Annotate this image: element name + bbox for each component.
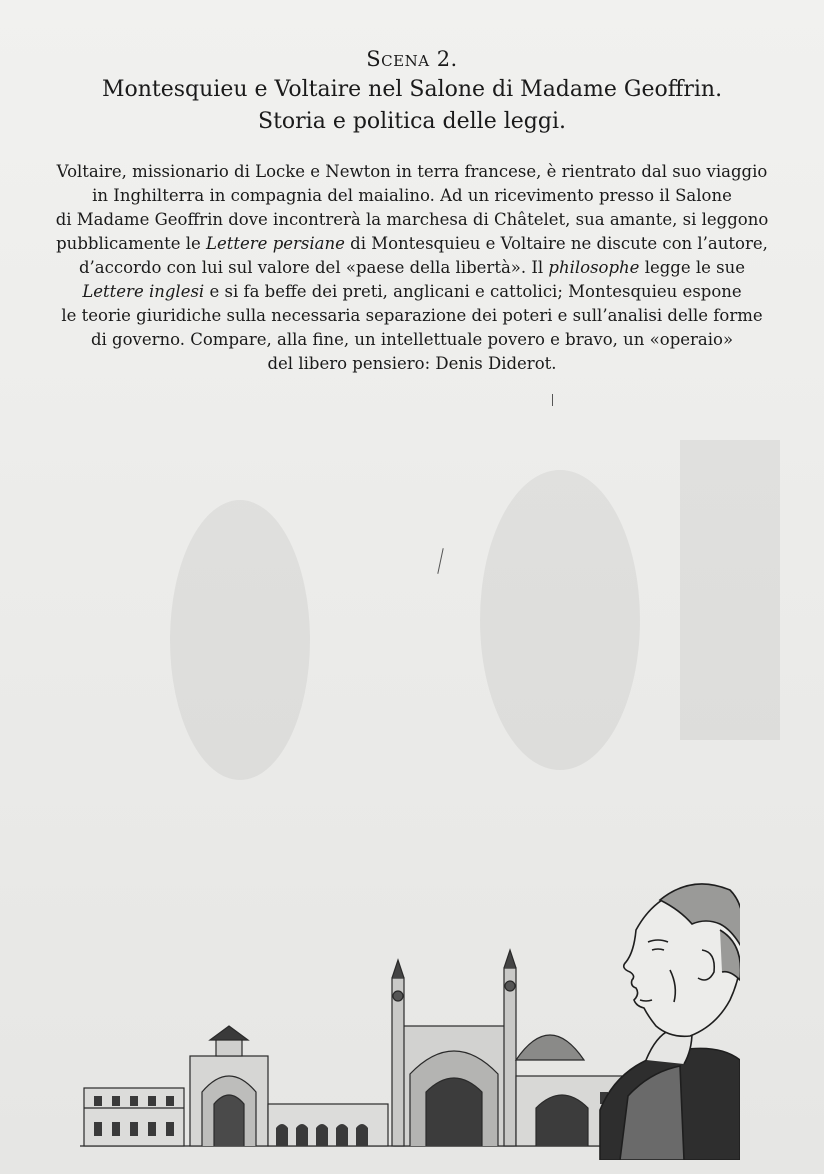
scene-heading xyxy=(0,44,824,138)
synopsis-text: d’accordo con lui sul valore del «paese della libertà». Il xyxy=(78,258,549,277)
synopsis-line: Voltaire, missionario di Locke e Newton in terra francese, è rientrato dal suo viaggio xyxy=(56,162,768,181)
synopsis-text: pubblicamente le xyxy=(56,234,207,253)
scene-title: Montesquieu e Voltaire nel Salone di Madame Geoffrin. xyxy=(101,77,723,102)
synopsis-text: legge le sue xyxy=(639,258,746,277)
synopsis-text: e si fa beffe dei preti, anglicani e cattolici; Montesquieu espone xyxy=(204,282,742,301)
scene-label: Scena 2. xyxy=(366,47,458,71)
term-philosophe: philosophe xyxy=(548,258,640,277)
scene-synopsis xyxy=(30,160,794,376)
book-title-lettere-inglesi: Lettere inglesi xyxy=(82,282,205,301)
book-title-lettere-persiane: Lettere persiane xyxy=(206,234,345,253)
mosque-architecture xyxy=(80,950,640,1146)
synopsis-line: in Inghilterra in compagnia del maialino. Ad un ricevimento presso il Salone xyxy=(92,186,732,205)
montesquieu-portrait xyxy=(600,884,740,1160)
montesquieu-mosque-illustration xyxy=(80,860,740,1160)
background-showthrough-image xyxy=(40,380,800,800)
synopsis-line xyxy=(30,256,794,280)
synopsis-text: di Montesquieu e Voltaire ne discute con l’autore, xyxy=(344,234,768,253)
synopsis-line: del libero pensiero: Denis Diderot. xyxy=(267,354,557,373)
synopsis-line xyxy=(30,280,794,304)
stray-mark xyxy=(552,394,553,406)
scene-subtitle: Storia e politica delle leggi. xyxy=(258,109,566,134)
synopsis-line: le teorie giuridiche sulla necessaria separazione dei poteri e sull’analisi delle forme xyxy=(61,306,763,325)
synopsis-line: di Madame Geoffrin dove incontrerà la marchesa di Châtelet, sua amante, si leggono xyxy=(55,210,769,229)
synopsis-line xyxy=(30,232,794,256)
synopsis-line: di governo. Compare, alla fine, un intellettuale povero e bravo, un «operaio» xyxy=(90,330,734,349)
